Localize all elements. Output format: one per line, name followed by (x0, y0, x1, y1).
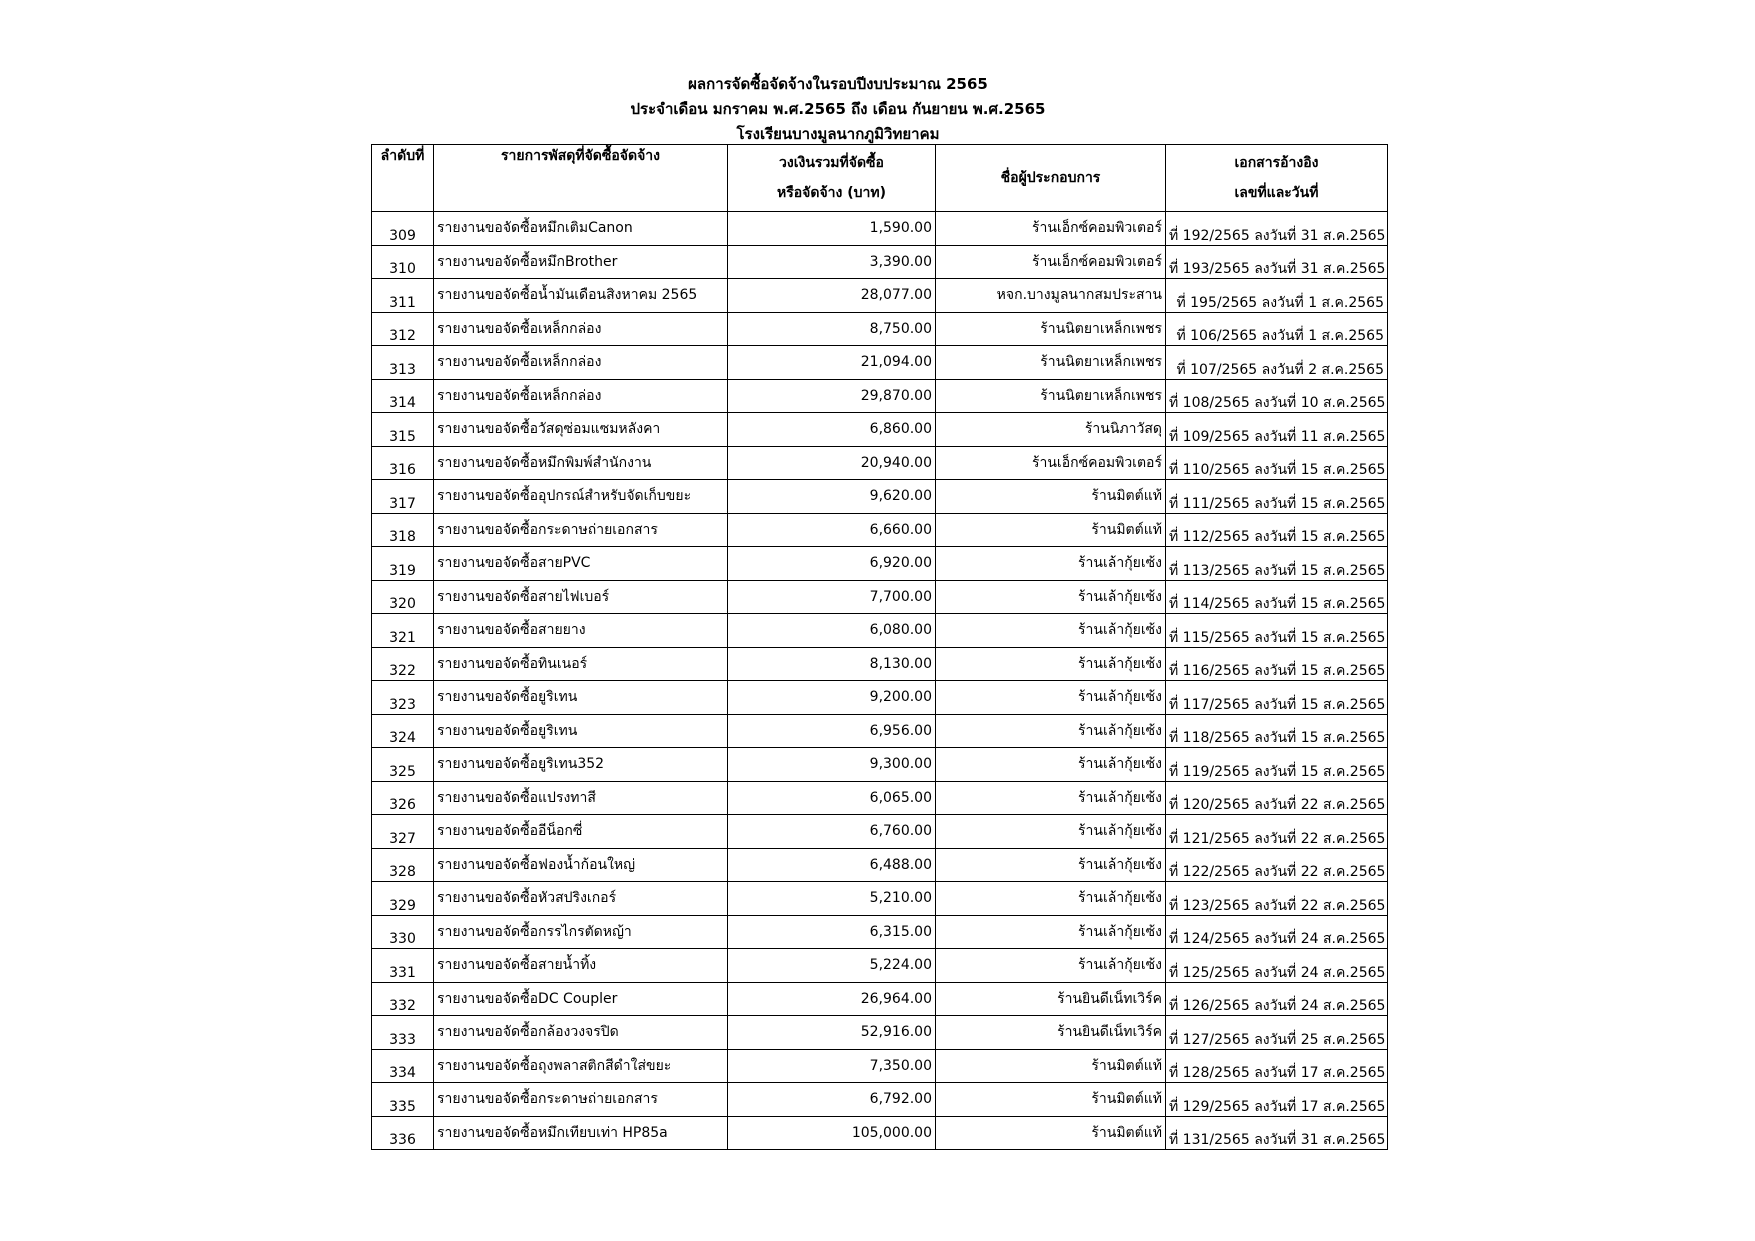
vendor-name: ร้านเอ็กซ์คอมพิวเตอร์ (936, 245, 1166, 279)
table-row (372, 580, 1388, 614)
reference-document: ที่ 120/2565 ลงวันที่ 22 ส.ค.2565 (1166, 781, 1388, 815)
amount: 6,660.00 (728, 513, 936, 547)
reference-document: ที่ 127/2565 ลงวันที่ 25 ส.ค.2565 (1166, 1016, 1388, 1050)
table-body (372, 212, 1388, 1150)
item-description: รายงานขอจัดซื้อฟองน้ำก้อนใหญ่ (434, 848, 728, 882)
row-number: 311 (372, 279, 434, 313)
row-number: 334 (372, 1049, 434, 1083)
item-description: รายงานขอจัดซื้อวัสดุซ่อมแซมหลังคา (434, 413, 728, 447)
reference-document: ที่ 113/2565 ลงวันที่ 15 ส.ค.2565 (1166, 547, 1388, 581)
amount: 6,315.00 (728, 915, 936, 949)
item-description: รายงานขอจัดซื้อเหล็กกล่อง (434, 346, 728, 380)
column-header-no: ลำดับที่ (372, 145, 434, 212)
amount: 8,750.00 (728, 312, 936, 346)
table-row (372, 279, 1388, 313)
vendor-name: ร้านนิตยาเหล็กเพชร (936, 379, 1166, 413)
item-description: รายงานขอจัดซื้อหมึกเติมCanon (434, 212, 728, 246)
amount: 20,940.00 (728, 446, 936, 480)
amount: 105,000.00 (728, 1116, 936, 1150)
table-row (372, 312, 1388, 346)
table-row (372, 614, 1388, 648)
column-header-ref-line1: เอกสารอ้างอิง (1234, 155, 1319, 171)
item-description: รายงานขอจัดซื้อDC Coupler (434, 982, 728, 1016)
table-row (372, 1083, 1388, 1117)
vendor-name: ร้านเล้ากุ้ยเซ้ง (936, 681, 1166, 715)
vendor-name: ร้านเล้ากุ้ยเซ้ง (936, 580, 1166, 614)
vendor-name: ร้านเล้ากุ้ยเซ้ง (936, 815, 1166, 849)
reference-document: ที่ 131/2565 ลงวันที่ 31 ส.ค.2565 (1166, 1116, 1388, 1150)
row-number: 309 (372, 212, 434, 246)
row-number: 319 (372, 547, 434, 581)
table-row (372, 647, 1388, 681)
vendor-name: ร้านนิตยาเหล็กเพชร (936, 312, 1166, 346)
item-description: รายงานขอจัดซื้อน้ำมันเดือนสิงหาคม 2565 (434, 279, 728, 313)
amount: 29,870.00 (728, 379, 936, 413)
item-description: รายงานขอจัดซื้อสายPVC (434, 547, 728, 581)
amount: 9,200.00 (728, 681, 936, 715)
vendor-name: ร้านเล้ากุ้ยเซ้ง (936, 949, 1166, 983)
column-header-ref (1166, 145, 1388, 212)
amount: 6,860.00 (728, 413, 936, 447)
report-title (330, 72, 1346, 147)
row-number: 321 (372, 614, 434, 648)
column-header-item: รายการพัสดุที่จัดซื้อจัดจ้าง (434, 145, 728, 212)
amount: 6,065.00 (728, 781, 936, 815)
column-header-amount (728, 145, 936, 212)
item-description: รายงานขอจัดซื้อกระดาษถ่ายเอกสาร (434, 513, 728, 547)
item-description: รายงานขอจัดซื้อกล้องวงจรปิด (434, 1016, 728, 1050)
row-number: 325 (372, 748, 434, 782)
vendor-name: ร้านเล้ากุ้ยเซ้ง (936, 714, 1166, 748)
vendor-name: ร้านเล้ากุ้ยเซ้ง (936, 748, 1166, 782)
row-number: 320 (372, 580, 434, 614)
amount: 8,130.00 (728, 647, 936, 681)
amount: 6,488.00 (728, 848, 936, 882)
row-number: 316 (372, 446, 434, 480)
reference-document: ที่ 112/2565 ลงวันที่ 15 ส.ค.2565 (1166, 513, 1388, 547)
item-description: รายงานขอจัดซื้อยูริเทน (434, 714, 728, 748)
item-description: รายงานขอจัดซื้อเหล็กกล่อง (434, 312, 728, 346)
item-description: รายงานขอจัดซื้อสายไฟเบอร์ (434, 580, 728, 614)
column-header-amount-line2: หรือจัดจ้าง (บาท) (777, 185, 886, 201)
row-number: 333 (372, 1016, 434, 1050)
amount: 6,760.00 (728, 815, 936, 849)
reference-document: ที่ 115/2565 ลงวันที่ 15 ส.ค.2565 (1166, 614, 1388, 648)
reference-document: ที่ 193/2565 ลงวันที่ 31 ส.ค.2565 (1166, 245, 1388, 279)
reference-document: ที่ 129/2565 ลงวันที่ 17 ส.ค.2565 (1166, 1083, 1388, 1117)
item-description: รายงานขอจัดซื้อหมึกBrother (434, 245, 728, 279)
amount: 7,350.00 (728, 1049, 936, 1083)
amount: 9,620.00 (728, 480, 936, 514)
vendor-name: ร้านนิตยาเหล็กเพชร (936, 346, 1166, 380)
row-number: 317 (372, 480, 434, 514)
row-number: 332 (372, 982, 434, 1016)
reference-document: ที่ 195/2565 ลงวันที่ 1 ส.ค.2565 (1166, 279, 1388, 313)
row-number: 335 (372, 1083, 434, 1117)
table-row (372, 245, 1388, 279)
vendor-name: ร้านมิตต์แท้ (936, 1083, 1166, 1117)
item-description: รายงานขอจัดซื้อกรรไกรตัดหญ้า (434, 915, 728, 949)
table-row (372, 446, 1388, 480)
item-description: รายงานขอจัดซื้อยูริเทน (434, 681, 728, 715)
table-row (372, 915, 1388, 949)
row-number: 331 (372, 949, 434, 983)
table-row (372, 547, 1388, 581)
procurement-table (371, 144, 1388, 1150)
amount: 6,920.00 (728, 547, 936, 581)
table-row (372, 781, 1388, 815)
item-description: รายงานขอจัดซื้อทินเนอร์ (434, 647, 728, 681)
vendor-name: ร้านเล้ากุ้ยเซ้ง (936, 781, 1166, 815)
reference-document: ที่ 128/2565 ลงวันที่ 17 ส.ค.2565 (1166, 1049, 1388, 1083)
row-number: 314 (372, 379, 434, 413)
item-description: รายงานขอจัดซื้อหัวสปริงเกอร์ (434, 882, 728, 916)
row-number: 329 (372, 882, 434, 916)
reference-document: ที่ 122/2565 ลงวันที่ 22 ส.ค.2565 (1166, 848, 1388, 882)
row-number: 318 (372, 513, 434, 547)
row-number: 324 (372, 714, 434, 748)
amount: 52,916.00 (728, 1016, 936, 1050)
table-row (372, 982, 1388, 1016)
column-header-amount-line1: วงเงินรวมที่จัดซื้อ (779, 155, 884, 171)
amount: 9,300.00 (728, 748, 936, 782)
reference-document: ที่ 110/2565 ลงวันที่ 15 ส.ค.2565 (1166, 446, 1388, 480)
vendor-name: ร้านนิภาวัสดุ (936, 413, 1166, 447)
item-description: รายงานขอจัดซื้อถุงพลาสติกสีดำใส่ขยะ (434, 1049, 728, 1083)
vendor-name: ร้านเล้ากุ้ยเซ้ง (936, 614, 1166, 648)
item-description: รายงานขอจัดซื้อเหล็กกล่อง (434, 379, 728, 413)
reference-document: ที่ 119/2565 ลงวันที่ 15 ส.ค.2565 (1166, 748, 1388, 782)
table-row (372, 379, 1388, 413)
item-description: รายงานขอจัดซื้อกระดาษถ่ายเอกสาร (434, 1083, 728, 1117)
reference-document: ที่ 108/2565 ลงวันที่ 10 ส.ค.2565 (1166, 379, 1388, 413)
reference-document: ที่ 109/2565 ลงวันที่ 11 ส.ค.2565 (1166, 413, 1388, 447)
table-row (372, 1049, 1388, 1083)
reference-document: ที่ 126/2565 ลงวันที่ 24 ส.ค.2565 (1166, 982, 1388, 1016)
table-row (372, 681, 1388, 715)
row-number: 315 (372, 413, 434, 447)
table-row (372, 848, 1388, 882)
reference-document: ที่ 107/2565 ลงวันที่ 2 ส.ค.2565 (1166, 346, 1388, 380)
reference-document: ที่ 192/2565 ลงวันที่ 31 ส.ค.2565 (1166, 212, 1388, 246)
reference-document: ที่ 106/2565 ลงวันที่ 1 ส.ค.2565 (1166, 312, 1388, 346)
amount: 5,210.00 (728, 882, 936, 916)
row-number: 310 (372, 245, 434, 279)
item-description: รายงานขอจัดซื้อแปรงทาสี (434, 781, 728, 815)
title-line-2: ประจำเดือน มกราคม พ.ศ.2565 ถึง เดือน กันยายน พ.ศ.2565 (630, 100, 1046, 118)
amount: 6,080.00 (728, 614, 936, 648)
row-number: 328 (372, 848, 434, 882)
item-description: รายงานขอจัดซื้อหมึกเทียบเท่า HP85a (434, 1116, 728, 1150)
table-row (372, 346, 1388, 380)
vendor-name: ร้านยินดีเน็ทเวิร์ค (936, 982, 1166, 1016)
amount: 6,956.00 (728, 714, 936, 748)
table-header (372, 145, 1388, 212)
row-number: 323 (372, 681, 434, 715)
amount: 28,077.00 (728, 279, 936, 313)
reference-document: ที่ 123/2565 ลงวันที่ 22 ส.ค.2565 (1166, 882, 1388, 916)
vendor-name: ร้านเล้ากุ้ยเซ้ง (936, 848, 1166, 882)
table-row (372, 1116, 1388, 1150)
reference-document: ที่ 116/2565 ลงวันที่ 15 ส.ค.2565 (1166, 647, 1388, 681)
vendor-name: ร้านยินดีเน็ทเวิร์ค (936, 1016, 1166, 1050)
vendor-name: ร้านเอ็กซ์คอมพิวเตอร์ (936, 212, 1166, 246)
vendor-name: ร้านมิตต์แท้ (936, 480, 1166, 514)
reference-document: ที่ 111/2565 ลงวันที่ 15 ส.ค.2565 (1166, 480, 1388, 514)
row-number: 312 (372, 312, 434, 346)
table-row (372, 714, 1388, 748)
table-row (372, 513, 1388, 547)
item-description: รายงานขอจัดซื้อสายยาง (434, 614, 728, 648)
row-number: 336 (372, 1116, 434, 1150)
amount: 5,224.00 (728, 949, 936, 983)
header-row (372, 145, 1388, 212)
vendor-name: ร้านมิตต์แท้ (936, 513, 1166, 547)
reference-document: ที่ 125/2565 ลงวันที่ 24 ส.ค.2565 (1166, 949, 1388, 983)
table-row (372, 480, 1388, 514)
table-row (372, 748, 1388, 782)
vendor-name: ร้านมิตต์แท้ (936, 1049, 1166, 1083)
table-row (372, 815, 1388, 849)
column-header-vendor: ชื่อผู้ประกอบการ (936, 145, 1166, 212)
amount: 21,094.00 (728, 346, 936, 380)
reference-document: ที่ 124/2565 ลงวันที่ 24 ส.ค.2565 (1166, 915, 1388, 949)
vendor-name: ร้านเล้ากุ้ยเซ้ง (936, 647, 1166, 681)
table-row (372, 212, 1388, 246)
title-line-1: ผลการจัดซื้อจัดจ้างในรอบปีงบประมาณ 2565 (688, 75, 988, 93)
vendor-name: ร้านเอ็กซ์คอมพิวเตอร์ (936, 446, 1166, 480)
item-description: รายงานขอจัดซื้อสายน้ำทิ้ง (434, 949, 728, 983)
vendor-name: ร้านมิตต์แท้ (936, 1116, 1166, 1150)
row-number: 326 (372, 781, 434, 815)
reference-document: ที่ 117/2565 ลงวันที่ 15 ส.ค.2565 (1166, 681, 1388, 715)
item-description: รายงานขอจัดซื้อหมึกพิมพ์สำนักงาน (434, 446, 728, 480)
vendor-name: ร้านเล้ากุ้ยเซ้ง (936, 882, 1166, 916)
amount: 3,390.00 (728, 245, 936, 279)
table-row (372, 413, 1388, 447)
row-number: 330 (372, 915, 434, 949)
amount: 7,700.00 (728, 580, 936, 614)
reference-document: ที่ 118/2565 ลงวันที่ 15 ส.ค.2565 (1166, 714, 1388, 748)
vendor-name: ร้านเล้ากุ้ยเซ้ง (936, 547, 1166, 581)
row-number: 327 (372, 815, 434, 849)
item-description: รายงานขอจัดซื้ออีน็อกซี่ (434, 815, 728, 849)
title-line-3: โรงเรียนบางมูลนากภูมิวิทยาคม (736, 125, 940, 143)
vendor-name: หจก.บางมูลนากสมประสาน (936, 279, 1166, 313)
column-header-ref-line2: เลขที่และวันที่ (1234, 185, 1319, 201)
row-number: 322 (372, 647, 434, 681)
amount: 1,590.00 (728, 212, 936, 246)
item-description: รายงานขอจัดซื้อยูริเทน352 (434, 748, 728, 782)
reference-document: ที่ 114/2565 ลงวันที่ 15 ส.ค.2565 (1166, 580, 1388, 614)
table-row (372, 949, 1388, 983)
reference-document: ที่ 121/2565 ลงวันที่ 22 ส.ค.2565 (1166, 815, 1388, 849)
row-number: 313 (372, 346, 434, 380)
vendor-name: ร้านเล้ากุ้ยเซ้ง (936, 915, 1166, 949)
table-row (372, 882, 1388, 916)
amount: 6,792.00 (728, 1083, 936, 1117)
amount: 26,964.00 (728, 982, 936, 1016)
item-description: รายงานขอจัดซื้ออุปกรณ์สำหรับจัดเก็บขยะ (434, 480, 728, 514)
table-row (372, 1016, 1388, 1050)
